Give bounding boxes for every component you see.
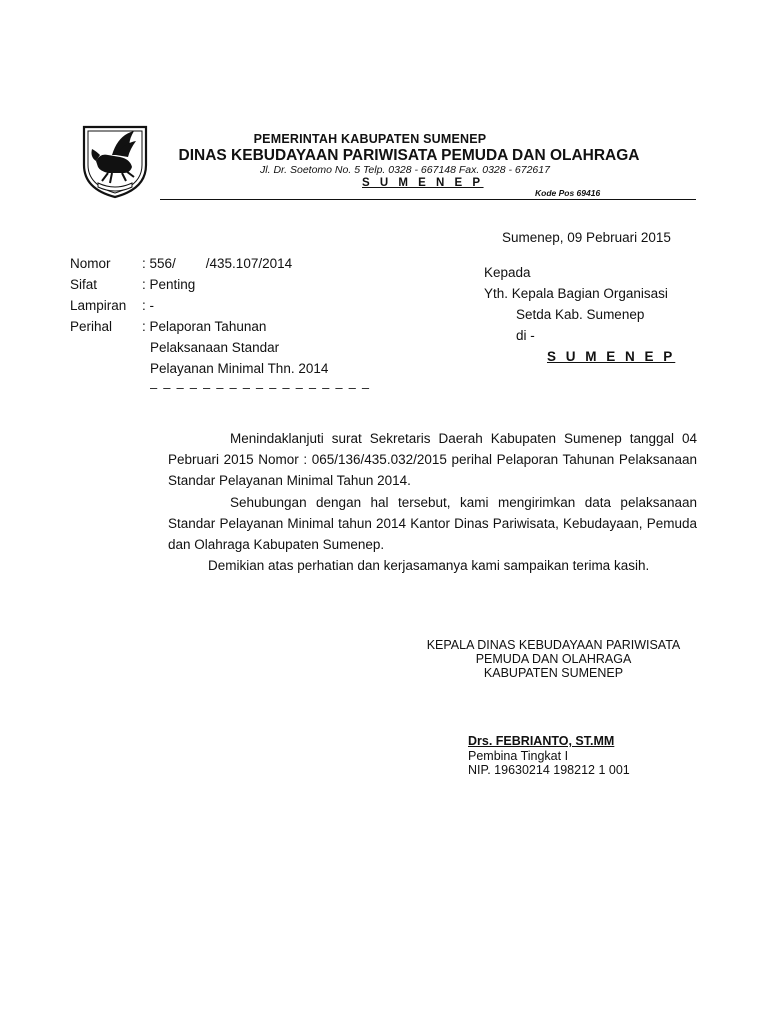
recipient-address — [484, 265, 675, 370]
recipient-line1: Kepada — [484, 265, 531, 280]
lampiran-label: Lampiran — [70, 298, 127, 313]
recipient-line2: Yth. Kepala Bagian Organisasi — [484, 286, 668, 301]
meta-nomor — [70, 256, 328, 277]
meta-perihal — [70, 319, 328, 340]
perihal-underline: – – – – – – – – – – – – – – – – – — [150, 380, 371, 395]
meta-lampiran — [70, 298, 328, 319]
body-paragraph-2: Sehubungan dengan hal tersebut, kami mengirimkan data pelaksanaan Standar Pelayanan Minimal tahun 2014 Kantor Dinas Pariwisata, Kebudayaan, Pemuda dan Olahraga Kabupaten Sumenep. — [168, 494, 697, 553]
letter-date: Sumenep, 09 Pebruari 2015 — [502, 230, 671, 245]
letterhead-address: Jl. Dr. Soetomo No. 5 Telp. 0328 - 667148 Fax. 0328 - 672617 — [260, 164, 550, 176]
recipient-line3: Setda Kab. Sumenep — [516, 307, 645, 322]
signature-title-line1: KEPALA DINAS KEBUDAYAAN PARIWISATA — [426, 638, 681, 652]
signatory-rank: Pembina Tingkat I — [468, 749, 569, 763]
letter-body — [168, 428, 697, 576]
postal-code: Kode Pos 69416 — [535, 188, 601, 198]
letterhead-government: PEMERINTAH KABUPATEN SUMENEP — [253, 132, 487, 146]
recipient-line4: di - — [516, 328, 535, 343]
letterhead-divider — [160, 199, 696, 200]
recipient-city: S U M E N E P — [547, 349, 676, 364]
sifat-value: : Penting — [142, 277, 196, 292]
perihal-line2: Pelaksanaan Standar — [150, 340, 280, 355]
perihal-label: Perihal — [70, 319, 113, 334]
letterhead-city: S U M E N E P — [362, 177, 484, 189]
lampiran-value: : - — [142, 298, 154, 313]
perihal-line1: : Pelaporan Tahunan — [142, 319, 267, 334]
body-paragraph-1: Menindaklanjuti surat Sekretaris Daerah Kabupaten Sumenep tanggal 04 Pebruari 2015 Nomor : 065/136/435.032/2015 perihal Pelaporan Tahunan Pelaksanaan Standar Pelayanan Minimal Tahun 2014. — [168, 431, 697, 489]
signature-title-line2: PEMUDA DAN OLAHRAGA — [475, 652, 632, 666]
signature-title-line3: KABUPATEN SUMENEP — [483, 666, 624, 680]
perihal-line3: Pelayanan Minimal Thn. 2014 — [150, 361, 329, 376]
meta-sifat — [70, 277, 328, 298]
nomor-value: : 556/ /435.107/2014 — [142, 256, 293, 271]
signatory-name: Drs. FEBRIANTO, ST.MM — [468, 734, 615, 748]
signatory-nip: NIP. 19630214 198212 1 001 — [468, 763, 630, 777]
signature-title — [400, 638, 707, 680]
nomor-label: Nomor — [70, 256, 111, 271]
sifat-label: Sifat — [70, 277, 98, 292]
body-paragraph-3: Demikian atas perhatian dan kerjasamanya kami sampaikan terima kasih. — [208, 558, 650, 574]
letter-meta — [70, 256, 328, 375]
letterhead-agency: DINAS KEBUDAYAAN PARIWISATA PEMUDA DAN OLAHRAGA — [178, 147, 640, 164]
